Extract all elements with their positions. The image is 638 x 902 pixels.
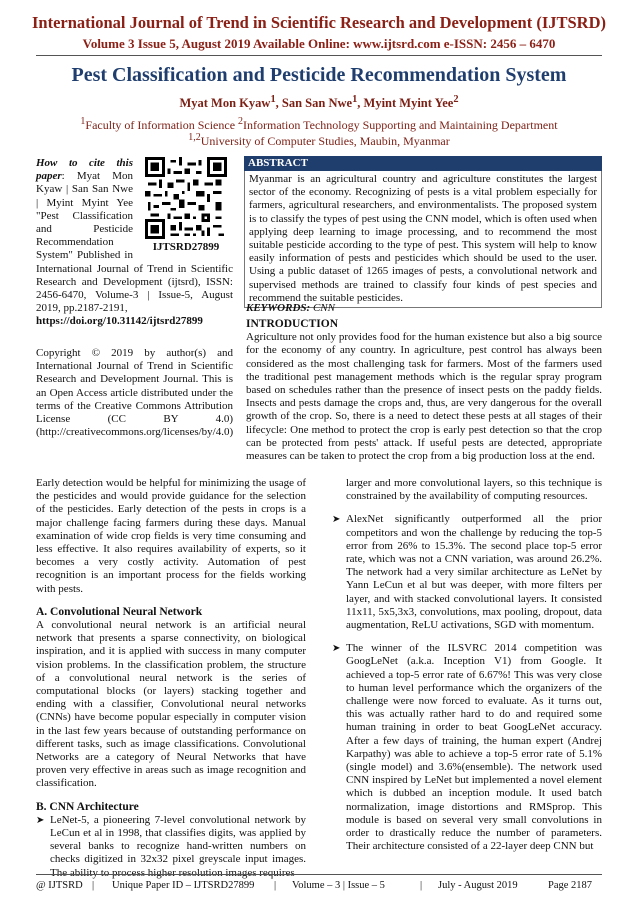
author-sup: 2 <box>453 94 459 105</box>
qr-code-icon <box>141 157 231 239</box>
arrow-bullet-icon: ➤ <box>36 814 45 826</box>
footer-page: Page 2187 <box>548 880 593 891</box>
abstract-box <box>244 156 602 308</box>
keywords-value: CNN <box>310 302 335 314</box>
qr-code-box <box>139 157 233 254</box>
affiliation-line-1 <box>0 116 638 133</box>
affiliation-text: Faculty of Information Science <box>85 118 239 132</box>
affiliation-line-2 <box>0 132 638 149</box>
bullet-text: LeNet-5, a pioneering 7-level convolutional network by LeCun et al in 1998, that classifies digits, was applied by several banks to recognize hand-written numbers on checks digitized in 32x32 pixel greyscale input images. The ability to process higher resolution images requires <box>50 813 306 879</box>
footer-paper-id: Unique Paper ID – IJTSRD27899 <box>112 880 255 891</box>
author-name: Myat Mon Kyaw <box>179 96 271 111</box>
affiliation-text: Information Technology Supporting and Maintaining Department <box>243 118 558 132</box>
list-item <box>332 513 602 632</box>
author-name: Myint Myint Yee <box>363 96 454 111</box>
introduction-section <box>246 318 602 463</box>
author-name: San San Nwe <box>281 96 353 111</box>
abstract-heading: ABSTRACT <box>244 156 602 171</box>
author-sup: 1 <box>352 94 358 105</box>
section-a-heading: A. Convolutional Neural Network <box>36 605 203 618</box>
affiliation-text: University of Computer Studies, Maubin, Myanmar <box>200 134 450 148</box>
journal-issue-line: Volume 3 Issue 5, August 2019 Available Online: www.ijtsrd.com e-ISSN: 2456 – 6470 <box>82 36 556 51</box>
author-sup: 1 <box>270 94 276 105</box>
citation-text: : Myat Mon Kyaw | San San Nwe | Myint Myint Yee "Pest Classification and Pesticide Recommendation System" Published in International Journal of Trend in Scientific Research and Development (ijtsrd), ISSN: 2456-6470, Volume-3 | Issue-5, August 2019, pp.2187-2191, <box>36 170 233 315</box>
citation-label: How to cite this paper <box>36 157 133 183</box>
keywords-line <box>246 302 335 314</box>
right-column <box>332 477 602 853</box>
arrow-bullet-icon: ➤ <box>332 514 341 526</box>
qr-code-label: IJTSRD27899 <box>152 241 220 253</box>
section-a-text: A convolutional neural network is an artificial neural network that presents a sparse connectivity, on biological inspiration, and it is applied with success in many computer vision problems. In the classification problem, the structure of a convolutional neural network is the series of computational blocks (or layers) stacking together and ending with a classifier, Convolutional neural networks (CNNs) have become popular especially in computer vision in the last few years because of outstanding performance on different tasks, such as image classifications. Convolutional Networks are a category of Neural Networks that have proven very effective in areas such as image recognition and classification. <box>36 619 306 790</box>
footer-separator: | <box>420 880 423 891</box>
introduction-text: Agriculture not only provides food for the human existence but also a big source for the economy of any country. In agriculture, pest control has always been considered as the most challenging task for farmers. Most of the farmers used the traditional pest management methods which is the regular spray program based on schedules rather than the presence of insect pests on the paddy fields. Insects and pests damage the crops and, thus, are very dangerous for the overall growth of the crop. So, there is a need to detect these pests at all stages of their lifecycle: One method to protect the crop is early pest detection so that the crop can be protected from pests' attack. If useful pests are detected, appropriate measures can be taken to protect the crop from a big production loss at the end. <box>246 331 602 463</box>
footer-journal: @ IJTSRD <box>36 880 83 891</box>
list-item <box>332 642 602 853</box>
footer-divider <box>36 874 602 875</box>
citation-block <box>36 157 233 329</box>
section-b-heading: B. CNN Architecture <box>36 800 139 813</box>
introduction-heading: INTRODUCTION <box>246 318 339 330</box>
arrow-bullet-icon: ➤ <box>332 643 341 655</box>
affiliation-sup: 1 <box>80 116 86 127</box>
header-divider <box>36 55 602 56</box>
affiliation-sup: 2 <box>238 116 244 127</box>
footer-date: July - August 2019 <box>438 880 518 891</box>
citation-doi-link[interactable]: https://doi.org/10.31142/ijtsrd27899 <box>36 315 203 328</box>
footer-volume: Volume – 3 | Issue – 5 <box>292 880 385 891</box>
paper-authors: Myat Mon Kyaw$^1$, San San Nwe$^1$, Myint Myint Yee$^2$ <box>179 94 459 111</box>
footer-separator: | <box>92 880 95 891</box>
copyright-notice: Copyright © 2019 by author(s) and International Journal of Trend in Scientific Research and Development Journal. This is an Open Access article distributed under the terms of the Creative Commons Attribution License (CC BY 4.0) (http://creativecommons.org/licenses/by/4.0) <box>36 347 234 439</box>
keywords-label: KEYWORDS: <box>246 302 311 314</box>
left-column <box>36 477 306 880</box>
journal-name: International Journal of Trend in Scientific Research and Development (IJTSRD) <box>32 13 606 32</box>
paper-title: Pest Classification and Pesticide Recommendation System <box>71 64 567 86</box>
bullet-text: larger and more convolutional layers, so this technique is constrained by the availability of computing resources. <box>346 477 602 503</box>
bullet-text: AlexNet significantly outperformed all the prior competitors and won the challenge by reducing the top-5 error from 26% to 15.3%. The second place top-5 error rate, which was not a CNN variation, was around 26.2%. The network had a very similar architecture as LeNet by Yann LeCun et al but was deeper, with more filters per layer, and with stacked convolutional layers. It consisted 11x11, 5x5,3x3, convolutions, max pooling, dropout, data augmentation, ReLU activations, SGD with momentum. <box>346 513 602 632</box>
bullet-text: The winner of the ILSVRC 2014 competition was GoogLeNet (a.k.a. Inception V1) from Google. It achieved a top-5 error rate of 6.67%! This was very close to human level performance which the organizers of the challenge were now forced to evaluate. As it turns out, this was actually rather hard to do and required some human training in order to beat GoogLeNet accuracy. After a few days of training, the human expert (Andrej Karpathy) was able to achieve a top-5 error rate of 5.1%(single model) and 3.6%(ensemble). The network used CNN inspired by LeNet but implemented a novel element which is dubbed an inception module. It used batch normalization, image distortions and RMSprop. This module is based on several very small convolutions in order to drastically reduce the number of parameters. Their architecture consisted of a 22-layer deep CNN but <box>346 642 602 853</box>
list-item-continued <box>332 477 602 503</box>
left-paragraph-1: Early detection would be helpful for minimizing the usage of the pesticides and would provide guidance for the selection of the pesticides. Early detection of the pests in crops is a major challenge facing farmers during these days. Manual examination of wide crop fields is very time consuming and less effective. It also requires availability of experts, so it becomes a very costly activity. Automation of pest recognition is an important process for the fields working with pests. <box>36 477 306 595</box>
abstract-text: Myanmar is an agricultural country and agriculture constitutes the largest sector of the economy. Recognizing of pests is a vital problem especially for farmers, agricultural researchers, and environmentalists. The proposed system is to classify the types of pest using the CNN model, which is often used when applying deep learning to image processing, and to recommend the most suitable pesticide according to the type of pest. This system will help to know easily information of pests and pesticides which should be used to the user. Using a public dataset of 1265 images of pests, a convolutional network and supervised methods are trained to classify four kinds of pest species and recommend the suitable pesticides. <box>244 171 602 308</box>
list-item <box>36 814 306 880</box>
affiliation-sup: 1,2 <box>188 132 201 143</box>
footer-separator: | <box>274 880 277 891</box>
